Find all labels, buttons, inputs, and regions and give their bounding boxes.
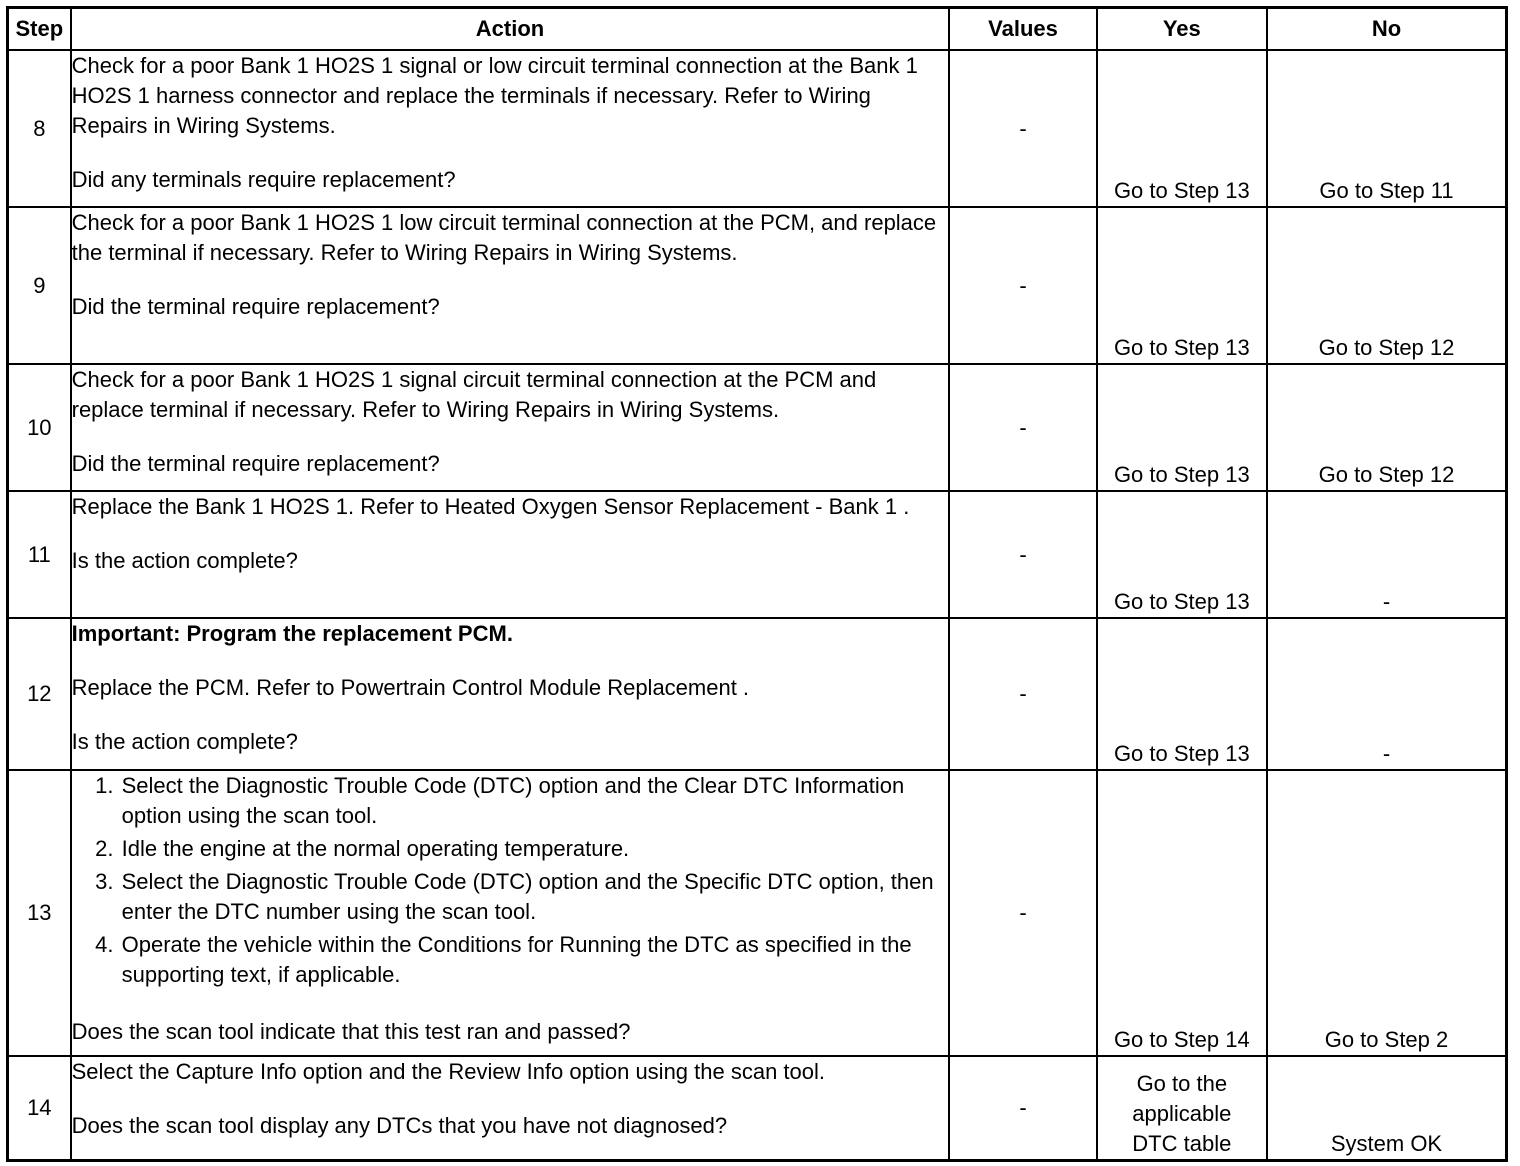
action-text: Replace the Bank 1 HO2S 1. Refer to Heated Oxygen Sensor Replacement - Bank 1 . xyxy=(71,494,910,519)
question-text: Did the terminal require replacement? xyxy=(71,294,440,319)
question-text: Does the scan tool display any DTCs that you have not diagnosed? xyxy=(71,1113,728,1138)
question-text: Did any terminals require replacement? xyxy=(71,167,456,192)
yes-cell: Go to Step 13 xyxy=(1097,50,1267,207)
question-text: Did the terminal require replacement? xyxy=(71,451,440,476)
step-number: 14 xyxy=(8,1056,71,1160)
step-number: 9 xyxy=(8,207,71,364)
action-text: Check for a poor Bank 1 HO2S 1 signal circuit terminal connection at the PCM and replace terminal if necessary. Refer to Wiring Repairs in Wiring Systems. xyxy=(71,367,877,422)
yes-cell: Go to the applicable DTC table xyxy=(1097,1056,1267,1160)
no-cell: System OK xyxy=(1267,1056,1507,1160)
procedure-list xyxy=(72,771,949,990)
question-text: Does the scan tool indicate that this test ran and passed? xyxy=(71,1019,631,1044)
yes-cell: Go to Step 13 xyxy=(1097,491,1267,618)
action-text: Replace the PCM. Refer to Powertrain Control Module Replacement . xyxy=(71,675,750,700)
no-cell: Go to Step 2 xyxy=(1267,770,1507,1056)
header-no: No xyxy=(1267,8,1507,51)
values-cell: - xyxy=(949,618,1096,770)
action-cell xyxy=(71,50,950,207)
list-item: 1. Select the Diagnostic Trouble Code (DTC) option and the Clear DTC Information option using the scan tool. xyxy=(120,771,949,831)
table-row xyxy=(8,1056,1507,1160)
no-cell: Go to Step 12 xyxy=(1267,364,1507,491)
values-cell: - xyxy=(949,770,1096,1056)
header-step: Step xyxy=(8,8,71,51)
header-yes: Yes xyxy=(1097,8,1267,51)
step-number: 10 xyxy=(8,364,71,491)
action-cell xyxy=(71,364,950,491)
action-cell xyxy=(71,491,950,618)
no-cell: - xyxy=(1267,618,1507,770)
important-note: Important: Program the replacement PCM. xyxy=(71,621,513,646)
values-cell: - xyxy=(949,491,1096,618)
yes-cell: Go to Step 13 xyxy=(1097,364,1267,491)
action-text: Check for a poor Bank 1 HO2S 1 low circuit terminal connection at the PCM, and replace the terminal if necessary. Refer to Wiring Repairs in Wiring Systems. xyxy=(71,210,937,265)
question-text: Is the action complete? xyxy=(71,548,298,573)
header-row xyxy=(8,8,1507,51)
step-number: 12 xyxy=(8,618,71,770)
table-row xyxy=(8,207,1507,364)
table-row xyxy=(8,491,1507,618)
no-cell: - xyxy=(1267,491,1507,618)
action-cell xyxy=(71,1056,950,1160)
action-cell xyxy=(71,770,950,1056)
values-cell: - xyxy=(949,50,1096,207)
list-item: 4. Operate the vehicle within the Conditions for Running the DTC as specified in the supporting text, if applicable. xyxy=(120,930,949,990)
list-item: 3. Select the Diagnostic Trouble Code (DTC) option and the Specific DTC option, then enter the DTC number using the scan tool. xyxy=(120,867,949,927)
values-cell: - xyxy=(949,207,1096,364)
table-row xyxy=(8,50,1507,207)
step-number: 13 xyxy=(8,770,71,1056)
step-number: 11 xyxy=(8,491,71,618)
no-cell: Go to Step 12 xyxy=(1267,207,1507,364)
header-values: Values xyxy=(949,8,1096,51)
diagnostic-table xyxy=(6,6,1508,1162)
table-row xyxy=(8,618,1507,770)
action-text: Select the Capture Info option and the Review Info option using the scan tool. xyxy=(71,1059,826,1084)
table-row xyxy=(8,364,1507,491)
action-cell xyxy=(71,207,950,364)
list-item: 2. Idle the engine at the normal operating temperature. xyxy=(120,834,949,864)
step-number: 8 xyxy=(8,50,71,207)
action-cell xyxy=(71,618,950,770)
question-text: Is the action complete? xyxy=(71,729,298,754)
action-text: Check for a poor Bank 1 HO2S 1 signal or low circuit terminal connection at the Bank 1 HO2S 1 harness connector and replace the terminals if necessary. Refer to Wiring Repairs in Wiring Systems. xyxy=(71,53,918,138)
yes-cell: Go to Step 14 xyxy=(1097,770,1267,1056)
header-action: Action xyxy=(71,8,950,51)
no-cell: Go to Step 11 xyxy=(1267,50,1507,207)
yes-cell: Go to Step 13 xyxy=(1097,207,1267,364)
table-row xyxy=(8,770,1507,1056)
values-cell: - xyxy=(949,364,1096,491)
yes-cell: Go to Step 13 xyxy=(1097,618,1267,770)
values-cell: - xyxy=(949,1056,1096,1160)
